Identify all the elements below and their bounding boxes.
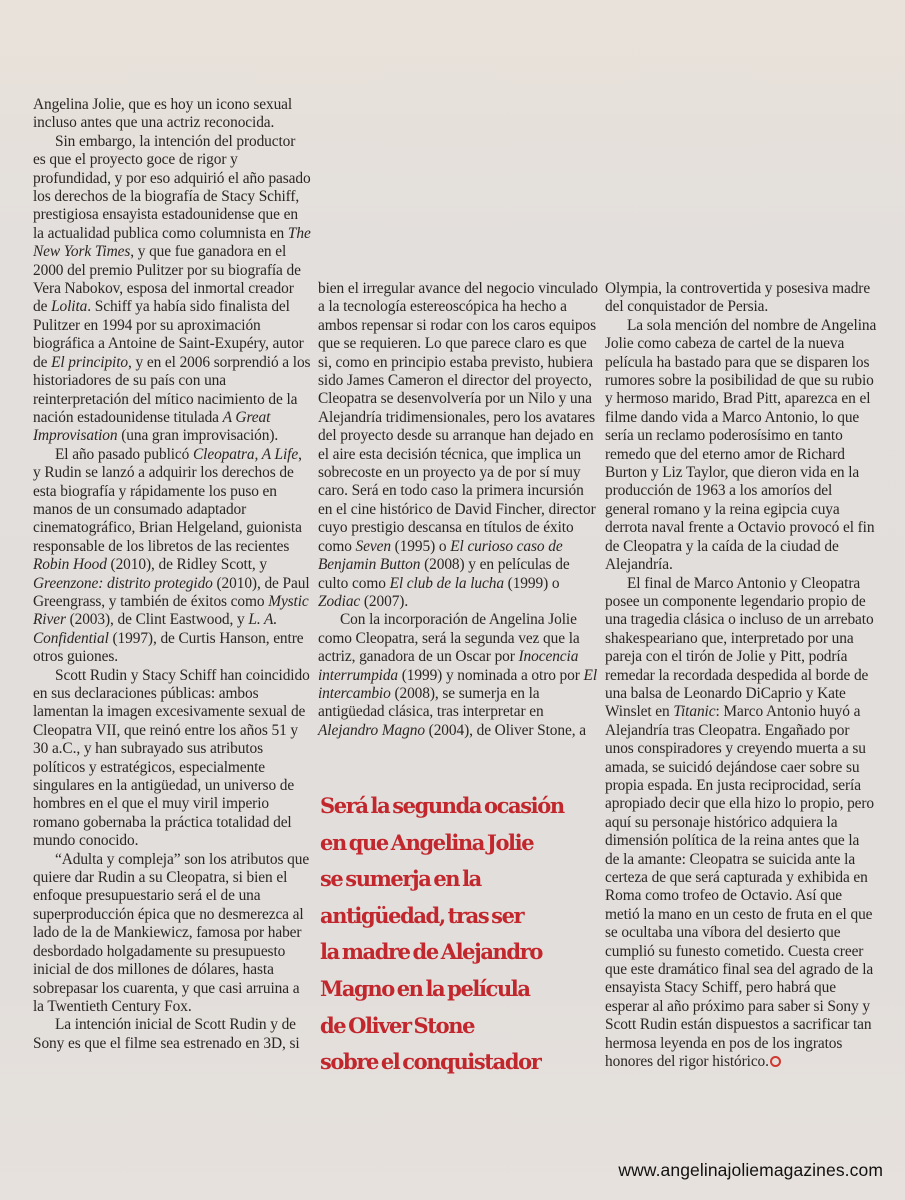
italic-title: El curioso caso de Benjamin Button <box>318 537 563 574</box>
text-run: El año pasado publicó <box>55 445 193 463</box>
article-paragraph <box>605 317 877 575</box>
italic-title: El principito <box>51 353 129 371</box>
italic-title: Greenzone: distrito protegido <box>33 574 213 592</box>
pull-quote-line: Será la segunda ocasión <box>320 793 564 818</box>
italic-title: Titanic <box>673 703 716 721</box>
article-paragraph <box>318 611 600 740</box>
article-paragraph <box>33 96 311 133</box>
text-run: (1997), de Curtis Hanson, entre otros guiones. <box>33 629 304 666</box>
article-paragraph <box>605 280 877 317</box>
italic-title: Mystic River <box>33 592 309 629</box>
italic-title: The New York Times <box>33 224 311 261</box>
italic-title: Zodiac <box>318 592 361 610</box>
text-run: Scott Rudin y Stacy Schiff han coincidido en sus declaraciones públicas: ambos lamentan la imagen excesivamente sexual de Cleopatra VII, que reinó entre los años 51 y 30 a.C., y han subrayado sus atributos políticos y estratégicos, especialmente singulares en la antigüedad, un universo de hombres en el que el muy viril imperio romano gobernaba la práctica totalidad del mundo conocido. <box>33 666 310 850</box>
pull-quote-line: sobre el conquistador <box>320 1049 541 1075</box>
italic-title: L. A. Confidential <box>33 611 278 647</box>
pull-quote <box>320 788 600 1081</box>
text-run: (2007). <box>360 592 409 610</box>
article-paragraph <box>33 851 311 1017</box>
article-paragraph <box>33 133 311 446</box>
text-run: El final de Marco Antonio y Cleopatra posee un componente legendario propio de una tragedia clásica o incluso de un arrebato shakespeariano que, interpretado por una pareja con el tirón de Jolie y Pitt, podría remedar la recordada despedida al borde de una balsa de Leonardo DiCaprio y Kate Winslet en <box>605 574 874 721</box>
pull-quote-line: la madre de Alejandro <box>320 939 542 965</box>
article-paragraph <box>33 446 311 667</box>
text-run: (2004), de Oliver Stone, a <box>424 721 586 739</box>
text-run: (2003), de Clint Eastwood, y <box>65 611 249 629</box>
text-run: (2010), de Paul Greengrass, y también de éxitos como <box>33 574 310 610</box>
text-run: : Marco Antonio huyó a Alejandría tras Cleopatra. Engañado por unos conspiradores y creyendo muerta a su amada, se suicidó dejándose caer sobre su propia espada. En justa reciprocidad, sería apropiado decir que ella hizo lo propio, pero aquí su personaje histórico adquiera la dimensión política de la reina antes que la de la amante: Cleopatra se suicida ante la certeza de que será capturada y exhibida en Roma como trofeo de Octavio. Así que metió la mano en un cesto de fruta en el que se ocultaba una víbora del desierto que cumplió su funesto cometido. Cuesta creer que este dramático final sea del agrado de la ensayista Stacy Schiff, pero habrá que esperar al año próximo para saber si Sony y Scott Rudin están dispuestos a sacrificar tan hermosa leyenda en pos de los ingratos honores del rigor histórico. <box>605 703 875 1071</box>
italic-title: El intercambio <box>318 666 598 702</box>
article-paragraph <box>605 575 877 1072</box>
italic-title: Alejandro Magno <box>318 721 425 739</box>
text-run: (2008) y en películas de culto como <box>318 556 570 592</box>
pull-quote-line: antigüedad, tras ser <box>320 902 524 928</box>
text-run: Angelina Jolie, que es hoy un icono sexual incluso antes que una actriz reconocida. <box>33 96 293 132</box>
text-run: Con la incorporación de Angelina Jolie como Cleopatra, será la segunda vez que la actriz, ganadora de un Oscar por <box>318 611 580 666</box>
text-run: (una gran improvisación). <box>117 427 279 445</box>
article-paragraph <box>33 667 311 851</box>
article-paragraph <box>33 1016 311 1053</box>
watermark-url: www.angelinajoliemagazines.com <box>618 1160 883 1180</box>
pull-quote-line: Magno en la película <box>320 975 530 1001</box>
italic-title: Seven <box>355 537 391 555</box>
text-run: La intención inicial de Scott Rudin y de Sony es que el filme sea estrenado en 3D, si <box>33 1016 300 1052</box>
italic-title: Lolita <box>51 298 88 316</box>
text-run: (2010), de Ridley Scott, y <box>106 556 267 574</box>
text-run: , y en el 2006 sorprendió a los historiadores de su país con una reinterpretación del mítico nacimiento de la nación estadounidense titulada <box>33 353 311 426</box>
text-run: bien el irregular avance del negocio vinculado a la tecnología estereoscópica ha hecho a ambos repensar si rodar con los caros equipos que se requieren. Lo que parece claro es que si, como en principio estaba previsto, hubiera sido James Cameron el director del proyecto, Cleopatra se desenvolvería por un Nilo y una Alejandría tridimensionales, pero los avatares del proyecto desde su arranque han dejado en el aire esta decisión técnica, que implica un sobrecoste en un proyecto ya de por sí muy caro. Será en todo caso la primera incursión en el cine histórico de David Fincher, director cuyo prestigio descansa en títulos de éxito como <box>318 280 598 555</box>
pull-quote-line: de Oliver Stone <box>320 1012 475 1038</box>
italic-title: Cleopatra, A Life <box>193 445 299 463</box>
text-run: Sin embargo, la intención del productor es que el proyecto goce de rigor y profundidad, y por eso adquirió el año pasado los derechos de la biografía de Stacy Schiff, prestigiosa ensayista estadounidense que en la actualidad publica como columnista en <box>33 132 311 242</box>
italic-title: El club de la lucha <box>389 574 504 592</box>
end-of-article-circle-icon <box>770 1056 781 1067</box>
text-run: “Adulta y compleja” son los atributos que quiere dar Rudin a su Cleopatra, si bien el enfoque presupuestario será el de una superproducción épica que no desmerezca al lado de la de Mankiewicz, famosa por haber desbordado holgadamente su presupuesto inicial de dos millones de dólares, hasta sobrepasar los cuarenta, y que casi arruina a la Twentieth Century Fox. <box>33 850 310 1015</box>
article-paragraph <box>318 280 600 611</box>
text-run: (1999) y nominada a otro por <box>398 666 584 684</box>
article-column-2 <box>318 280 600 740</box>
text-run: (1999) o <box>503 574 560 592</box>
text-run: (1995) o <box>390 537 451 555</box>
text-run: Olympia, la controvertida y posesiva madre del conquistador de Persia. <box>605 280 871 316</box>
text-run: (2008), se sumerja en la antigüedad clásica, tras interpretar en <box>318 684 544 721</box>
text-run: . Schiff ya había sido finalista del Pulitzer en 1994 por su aproximación biográfica a Antoine de Saint-Exupéry, autor de <box>33 298 304 371</box>
article-column-3 <box>605 280 877 1071</box>
italic-title: Inocencia interrumpida <box>318 648 579 684</box>
article-column-1 <box>33 96 311 1053</box>
italic-title: A Great Improvisation <box>33 408 271 445</box>
text-run: La sola mención del nombre de Angelina Jolie como cabeza de cartel de la nueva película ha bastado para que se disparen los rumores sobre la posibilidad de que su rubio y hermoso marido, Brad Pitt, aparezca en el filme dando vida a Marco Antonio, lo que sería un reclamo poderosísimo en tanto remedo que del eterno amor de Richard Burton y Liz Taylor, que dieron vida en la producción de 1963 a los amoríos del general romano y la reina egipcia cuya derrota naval frente a Octavio provocó el fin de Cleopatra y la caída de la ciudad de Alejandría. <box>605 316 877 574</box>
pull-quote-line: se sumerja en la <box>320 866 481 892</box>
italic-title: Robin Hood <box>33 556 107 574</box>
pull-quote-line: en que Angelina Jolie <box>320 829 534 855</box>
text-run: , y que fue ganadora en el 2000 del premio Pulitzer por su biografía de Vera Nabokov, esposa del inmortal creador de <box>33 243 301 316</box>
text-run: , y Rudin se lanzó a adquirir los derechos de esta biografía y rápidamente los puso en manos de un consumado adaptador cinematográfico, Brian Helgeland, guionista responsable de los libretos de las recientes <box>33 445 302 555</box>
